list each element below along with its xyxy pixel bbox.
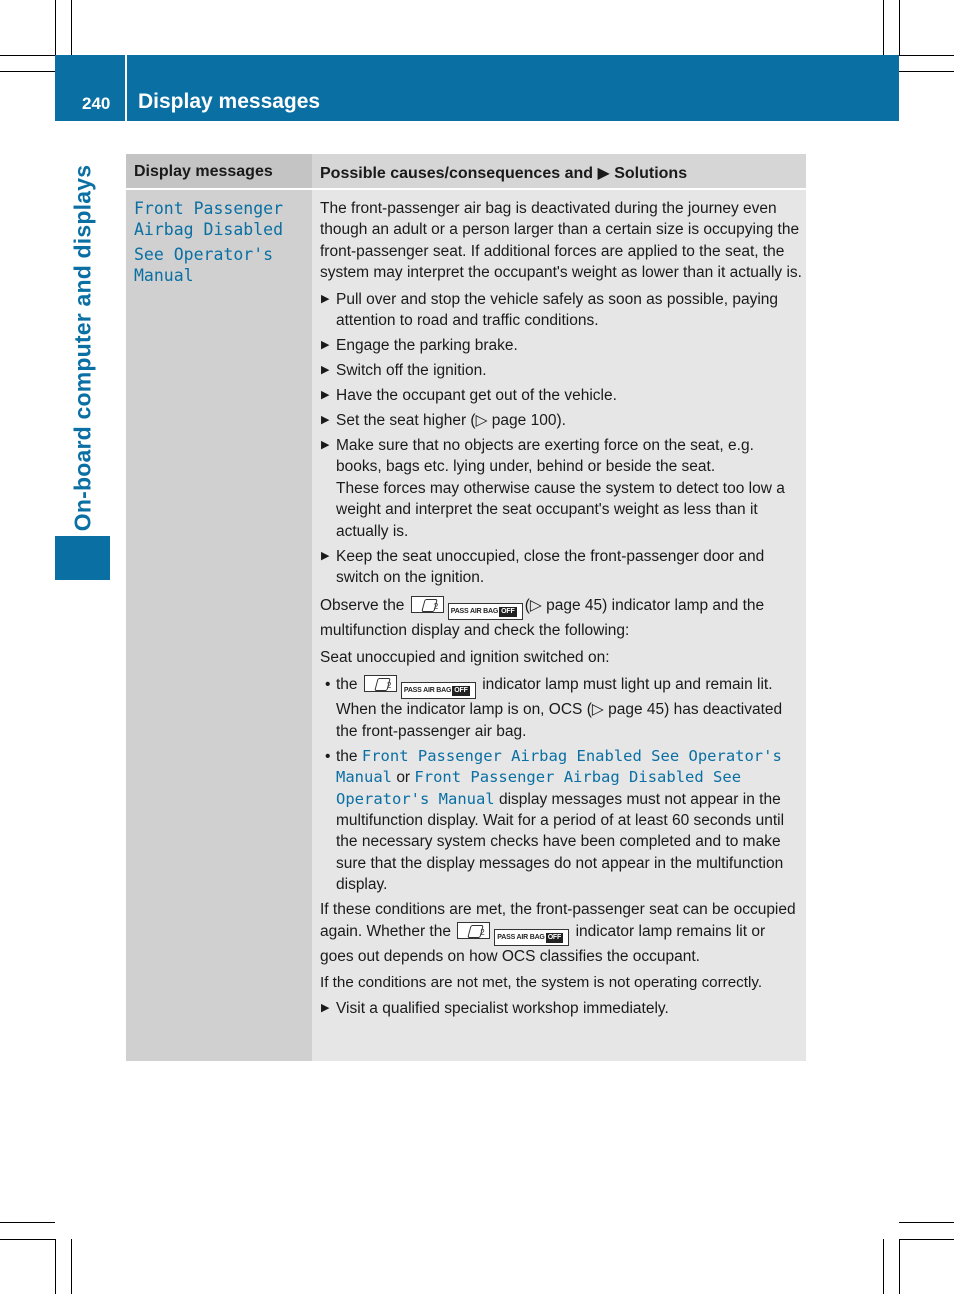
step-marker: ▶ xyxy=(321,1002,330,1015)
column-header-solutions: Possible causes/consequences and ▶ Solutions xyxy=(320,165,688,182)
message-line: Airbag Disabled xyxy=(134,220,284,239)
conditions-met-paragraph xyxy=(320,899,802,967)
step-item xyxy=(320,410,802,431)
observe-prefix: Observe the xyxy=(320,597,405,615)
step-text: Have the occupant get out of the vehicle. xyxy=(336,387,617,405)
crop-mark xyxy=(71,0,72,55)
lamp-off-text: OFF xyxy=(454,687,468,695)
step-text: Engage the parking brake. xyxy=(336,337,518,355)
crop-mark xyxy=(899,1239,900,1294)
step-item xyxy=(320,435,802,542)
seat-occupancy-icon xyxy=(364,675,397,692)
step-note: These forces may otherwise cause the system to detect too low a weight and interpret the seat occupant's weight as less than it actually is. xyxy=(336,479,785,540)
crop-mark xyxy=(899,1222,954,1223)
lamp-text: PASS AIR BAG xyxy=(497,933,545,941)
chapter-tab-marker xyxy=(55,536,110,580)
bullet-or: or xyxy=(396,769,411,787)
step-marker: ▶ xyxy=(321,549,330,562)
lamp-text: PASS AIR BAG xyxy=(403,687,452,695)
step-text: Set the seat higher (▷ page 100). xyxy=(336,412,566,430)
step-item xyxy=(320,360,802,381)
step-marker: ▶ xyxy=(321,389,330,402)
crop-mark xyxy=(883,1239,884,1294)
table-header-cell xyxy=(312,154,806,188)
step-marker: ▶ xyxy=(321,414,330,427)
step-text: Visit a qualified specialist workshop immediately. xyxy=(336,1000,669,1018)
step-text: Make sure that no objects are exerting force on the seat, e.g. books, bags etc. lying under, behind or beside the seat. xyxy=(336,437,754,476)
crop-mark xyxy=(899,71,954,72)
step-marker: ▶ xyxy=(321,364,330,377)
lamp-off-text: OFF xyxy=(547,933,562,941)
page-number: 240 xyxy=(82,94,111,113)
pass-airbag-off-icon xyxy=(401,682,476,699)
step-text: Keep the seat unoccupied, close the front-passenger door and switch on the ignition. xyxy=(336,547,765,587)
check-bullet xyxy=(320,746,802,896)
crop-mark xyxy=(0,1222,55,1223)
header-divider xyxy=(125,55,127,121)
crop-mark xyxy=(899,1239,954,1240)
step-item xyxy=(320,289,802,332)
crop-mark xyxy=(71,1239,72,1294)
display-messages-table xyxy=(126,154,806,1061)
pass-airbag-off-icon xyxy=(494,929,569,946)
step-text: Switch off the ignition. xyxy=(336,362,487,380)
header-separator xyxy=(126,188,806,190)
check-bullet xyxy=(320,674,802,742)
met-prefix: If these conditions are met, the front-passenger seat can be occupied again. Whether the xyxy=(320,901,796,940)
bullet-dot: • xyxy=(325,747,331,765)
message-reference: Front Passenger Airbag Enabled See Operator's Manual xyxy=(336,746,782,787)
message-column xyxy=(126,154,312,1061)
page-title: Display messages xyxy=(138,90,321,113)
seat-occupancy-icon xyxy=(411,596,444,613)
step-item xyxy=(320,998,802,1019)
bullet-prefix: the xyxy=(336,676,358,694)
crop-mark xyxy=(0,1239,55,1240)
observe-paragraph xyxy=(320,595,802,641)
seat-unoccupied-text: Seat unoccupied and ignition switched on: xyxy=(320,648,610,666)
step-marker: ▶ xyxy=(321,439,330,452)
crop-mark xyxy=(0,55,55,56)
lamp-off-text: OFF xyxy=(501,608,515,616)
chapter-label: On-board computer and displays xyxy=(69,164,96,532)
bullet-prefix: the xyxy=(336,747,358,765)
step-marker: ▶ xyxy=(321,292,330,305)
intro-paragraph: The front-passenger air bag is deactivated during the journey even though an adult or a person larger than a certain size is occupying the front-passenger seat. If additional forces are applied to the seat, the system may interpret the occupant's weight as lower than it actually is. xyxy=(320,200,802,282)
message-line: Manual xyxy=(134,266,194,285)
crop-mark xyxy=(883,0,884,55)
crop-mark xyxy=(55,1239,56,1294)
seat-occupancy-icon xyxy=(457,922,490,939)
solution-content xyxy=(320,198,802,1023)
bullet-text: indicator lamp must light up and remain lit. When the indicator lamp is on, OCS (▷ page 45) has deactivated the front-passenger air bag. xyxy=(336,676,783,740)
step-item xyxy=(320,546,802,589)
table-header-cell xyxy=(126,154,312,188)
crop-mark xyxy=(55,0,56,55)
step-item xyxy=(320,335,802,356)
bullet-dot: • xyxy=(325,676,331,694)
message-line: Front Passenger xyxy=(134,199,284,218)
display-message-text xyxy=(134,198,309,286)
step-marker: ▶ xyxy=(321,339,330,352)
lamp-text: PASS AIR BAG xyxy=(450,608,499,616)
message-line: See Operator's xyxy=(134,245,274,264)
observe-suffix: (▷ page 45) indicator lamp and the multifunction display and check the following: xyxy=(320,597,765,640)
message-reference: Front Passenger Airbag Disabled See Operator's Manual xyxy=(336,768,742,808)
crop-mark xyxy=(899,55,954,56)
pass-airbag-off-icon xyxy=(448,603,523,620)
column-header-messages: Display messages xyxy=(134,163,273,180)
crop-mark xyxy=(899,0,900,55)
step-text: Pull over and stop the vehicle safely as soon as possible, paying attention to road and traffic conditions. xyxy=(336,290,779,330)
met-suffix: indicator lamp remains lit or goes out depends on how OCS classifies the occupant. xyxy=(320,922,766,965)
bullet-text: display messages must not appear in the multifunction display. Wait for a period of at least 60 seconds until the necessary system checks have been completed and to make sure that the display messages do not appear in the multifunction display. xyxy=(336,790,785,894)
conditions-not-met-paragraph: If the conditions are not met, the system is not operating correctly. xyxy=(320,973,763,991)
crop-mark xyxy=(0,71,55,72)
step-item xyxy=(320,385,802,406)
